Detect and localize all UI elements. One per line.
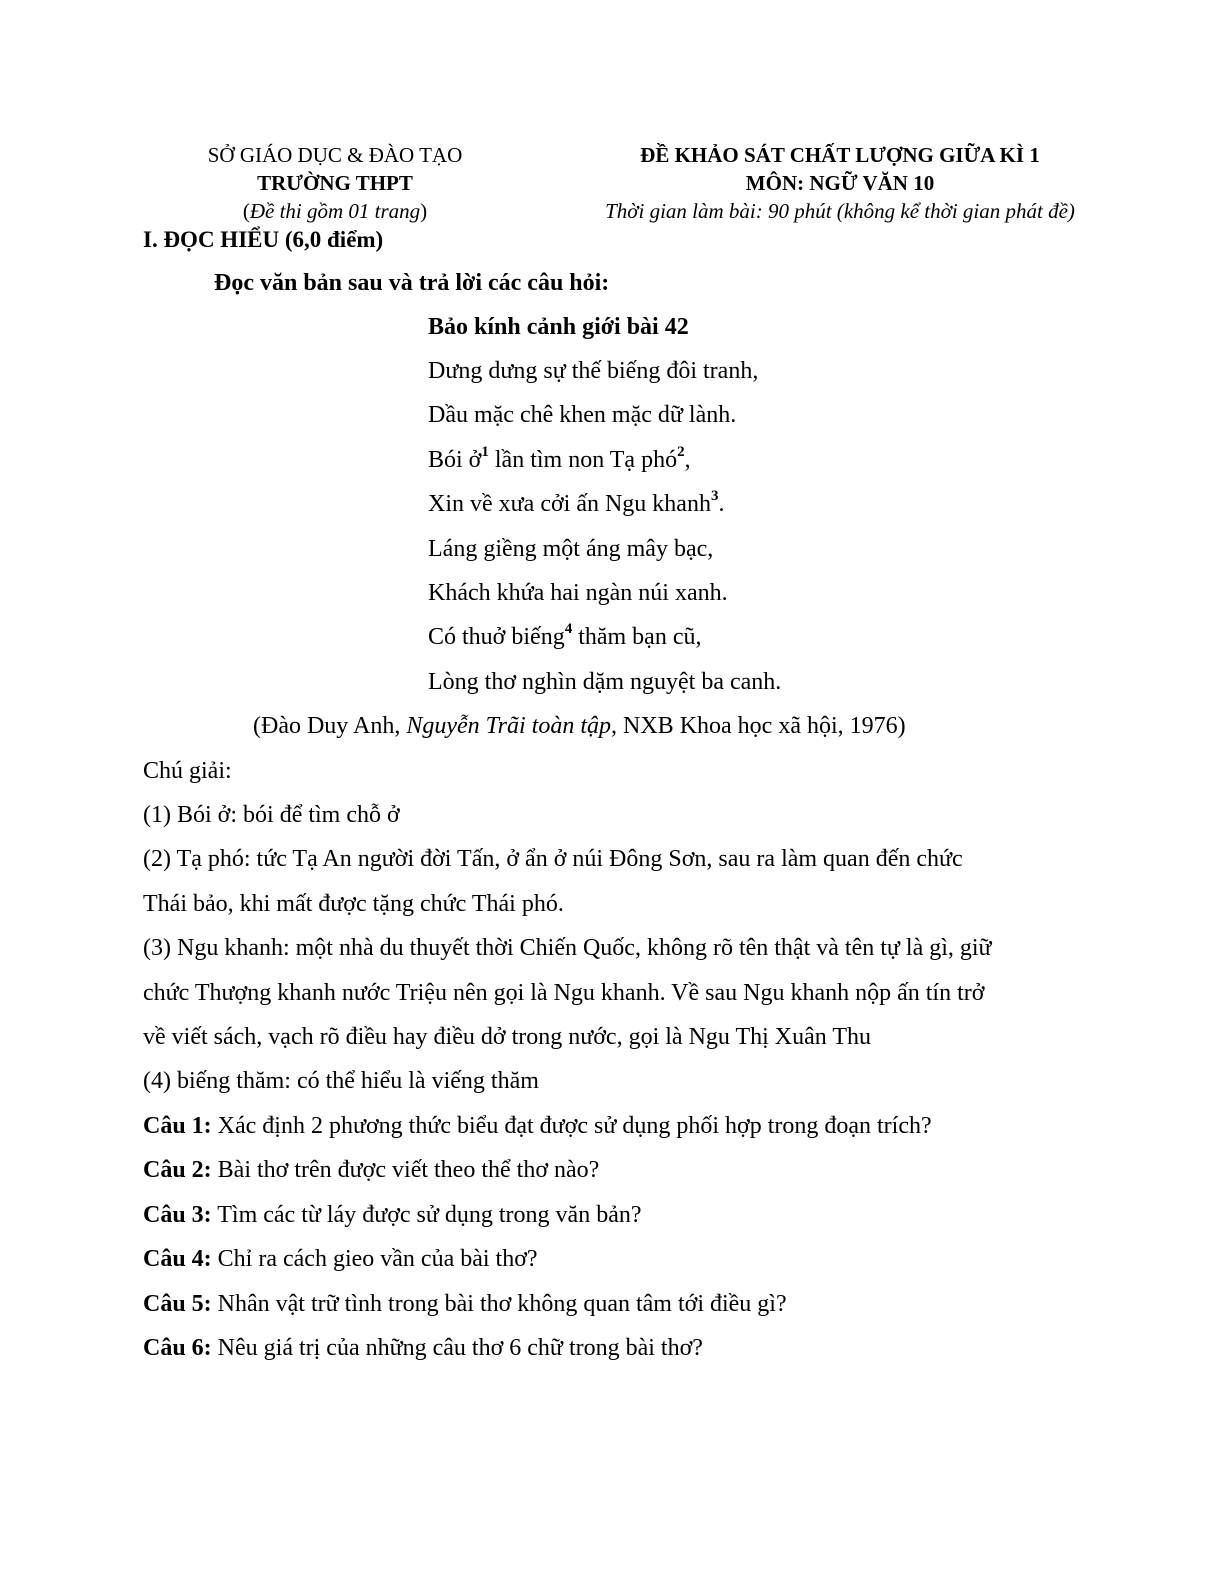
page-count-note: (Đề thi gồm 01 trang) xyxy=(242,199,428,223)
poem-line-1: Dưng dưng sự thế biếng đôi tranh, xyxy=(428,358,759,384)
note-4: (4) biếng thăm: có thể hiểu là viếng thăm xyxy=(143,1068,539,1094)
time-allowed: Thời gian làm bài: 90 phút (không kể thời gian phát đề) xyxy=(605,199,1075,223)
poem-line-7: Có thuở biếng$^4$ thăm bạn cũ, xyxy=(428,621,702,650)
poem-line-2: Dầu mặc chê khen mặc dữ lành. xyxy=(428,402,737,428)
note-3-line-3: về viết sách, vạch rõ điều hay điều dở trong nước, gọi là Ngu Thị Xuân Thu xyxy=(143,1024,872,1050)
poem-title: Bảo kính cảnh giới bài 42 xyxy=(428,314,689,340)
section-heading: I. ĐỌC HIỂU (6,0 điểm) xyxy=(143,227,384,252)
exam-title: ĐỀ KHẢO SÁT CHẤT LƯỢNG GIỮA KÌ 1 xyxy=(640,143,1040,167)
question-6: Câu 6: Nêu giá trị của những câu thơ 6 chữ trong bài thơ? xyxy=(143,1335,703,1361)
subject-title: MÔN: NGỮ VĂN 10 xyxy=(745,171,935,195)
note-2-line-1: (2) Tạ phó: tức Tạ An người đời Tấn, ở ẩn ở núi Đông Sơn, sau ra làm quan đến chức xyxy=(143,846,963,872)
poem-line-6: Khách khứa hai ngàn núi xanh. xyxy=(428,580,728,606)
note-2-line-2: Thái bảo, khi mất được tặng chức Thái phó. xyxy=(143,891,564,917)
poem-source: (Đào Duy Anh, Nguyễn Trãi toàn tập, NXB Khoa học xã hội, 1976) xyxy=(253,713,906,739)
question-1: Câu 1: Xác định 2 phương thức biểu đạt được sử dụng phối hợp trong đoạn trích? xyxy=(143,1113,932,1139)
poem-line-8: Lòng thơ nghìn dặm nguyệt ba canh. xyxy=(428,669,782,695)
question-2: Câu 2: Bài thơ trên được viết theo thể thơ nào? xyxy=(143,1157,600,1183)
question-4: Câu 4: Chỉ ra cách gieo vần của bài thơ? xyxy=(143,1246,538,1272)
question-3: Câu 3: Tìm các từ láy được sử dụng trong văn bản? xyxy=(143,1202,642,1228)
footnote-ref-3: 3 xyxy=(710,488,719,504)
note-3-line-1: (3) Ngu khanh: một nhà du thuyết thời Chiến Quốc, không rõ tên thật và tên tự là gì, giữ xyxy=(143,935,992,961)
question-5: Câu 5: Nhân vật trữ tình trong bài thơ không quan tâm tới điều gì? xyxy=(143,1291,787,1317)
instruction: Đọc văn bản sau và trả lời các câu hỏi: xyxy=(214,270,610,296)
poem-line-5: Láng giềng một áng mây bạc, xyxy=(428,536,714,562)
footnote-ref-2: 2 xyxy=(677,444,685,460)
notes-heading: Chú giải: xyxy=(143,758,232,784)
note-3-line-2: chức Thượng khanh nước Triệu nên gọi là Ngu khanh. Về sau Ngu khanh nộp ấn tín trở xyxy=(143,980,985,1006)
school-name: TRƯỜNG THPT xyxy=(257,171,413,195)
poem-line-4: Xin về xưa cởi ấn Ngu khanh$^3$. xyxy=(428,488,725,517)
header-right xyxy=(560,141,1120,225)
header-left xyxy=(160,141,510,225)
footnote-ref-1: 1 xyxy=(481,444,489,460)
poem-line-3: Bói ở$^1$ lần tìm non Tạ phó$^2$, xyxy=(428,444,691,473)
footnote-ref-4: 4 xyxy=(564,621,573,637)
department-name: SỞ GIÁO DỤC & ĐÀO TẠO xyxy=(207,143,463,167)
note-1: (1) Bói ở: bói để tìm chỗ ở xyxy=(143,802,400,828)
